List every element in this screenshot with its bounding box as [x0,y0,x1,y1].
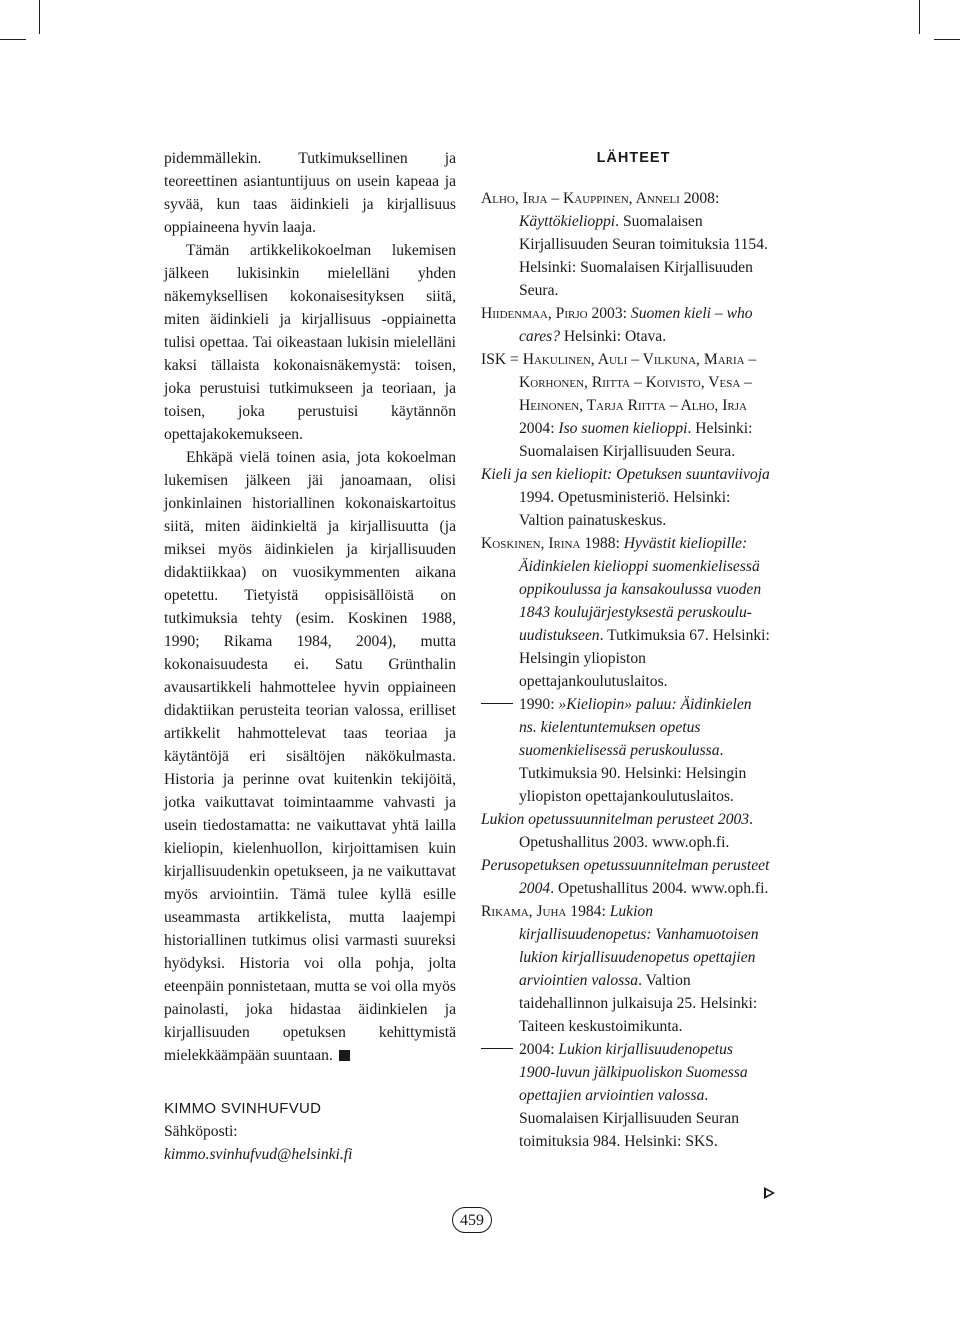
author-email-link[interactable]: kimmo.svinhufvud@helsinki.fi [164,1146,353,1163]
reference-title: Käyttökielioppi [519,213,616,230]
reference-entry [481,900,772,1038]
paragraph-text: Ehkäpä vielä toinen asia, jota kokoelman lukemisen jälkeen jäi janoamaan, olisi jonkinlainen historiallinen kokonaiskartoitus siitä, miten äidinkieltä ja kirjallisuutta (ja miksei myös äidinkielen ja kirjallisuuden didaktiikkaa) on vuosikymmenten aikana opetettu. Tietyistä oppisisällöistä on tutkimuksia tehty (esim. Koskinen 1988, 1990; Rikama 1984, 2004), mutta kokonaisuudesta ei. Satu Grünthalin avausartikkeli hahmottelee hyvin oppiaineen didaktiikan perusteita teorian valossa, erilliset artikkelit hahmottelevat taas teoriaa ja käytäntöjä eri sisältöjen näkökulmasta. Historia ja perinne ovat kuitenkin tekijöitä, jotka vaikuttavat toimintaamme vahvasti ja usein tiedostamatta: ne vaikuttavat yhtä lailla kieliopin, kielenhuollon, kirjoittamisen kuin kirjallisuudenkin opetukseen, ja ne vaikuttavat myös arviointiin. Tämä tulee kyllä esille useammasta artikkelista, mutta laajempi historiallinen tutkimus olisi varmasti suureksi hyödyksi. Historia voi olla pohja, jolta eteenpäin ponnistetaan, mutta se voi olla myös painolasti, joka hidastaa äidinkielen ja kirjallisuuden opetuksen kehittymistä mielekkäämpään suuntaan. [164,449,456,1064]
page-number: 459 [452,1207,492,1233]
reference-entry [481,302,772,348]
reference-author: Koskinen, Irina [481,535,581,552]
crop-mark-top-right-vertical [919,0,920,34]
author-block [164,1097,456,1166]
reference-entry [481,693,772,808]
reference-title: Lukion opetussuunnitelman perusteet 2003 [481,811,750,828]
references-heading: LÄHTEET [596,150,671,166]
reference-detail: 2003: [587,305,631,322]
references-column [481,147,772,1153]
reference-entry [481,463,772,532]
crop-mark-top-left-vertical [39,0,40,34]
reference-detail: . Tutkimuksia 67. Helsinki: Helsingin yliopiston opettajankoulutuslaitos. [519,627,770,690]
reference-entry [481,187,772,302]
reference-detail: 2004: [519,420,559,437]
body-paragraphs [164,147,456,1067]
reference-list [481,187,772,1153]
reference-detail: 2004: [519,1041,559,1058]
body-paragraph [164,147,456,239]
end-of-article-square-icon [339,1050,350,1061]
reference-detail: 1988: [580,535,624,552]
author-name: KIMMO SVINHUFVUD [164,1100,322,1117]
reference-detail: . Opetushallitus 2004. www.oph.fi. [550,880,769,897]
reference-entry [481,348,772,463]
reference-title: Perusopetuksen opetussuunnitelman perusteet 2004 [481,857,770,897]
triangle-right-icon [764,1187,775,1199]
reference-detail: 1994. Opetusministeriö. Helsinki: Valtion painatuskeskus. [519,489,731,529]
crop-mark-top-right-horizontal [934,39,960,40]
reference-detail: ISK = [481,351,523,368]
reference-detail: Helsinki: Otava. [560,328,667,345]
reference-detail: . Tutkimuksia 90. Helsinki: Helsingin yliopiston opettajankoulutuslaitos. [519,742,747,805]
reference-author: Alho, Irja – Kauppinen, Anneli [481,190,680,207]
reference-entry [481,854,772,900]
reference-title: Suomen kieli – who cares? [519,305,753,345]
reference-entry [481,808,772,854]
reference-title: Lukion kirjallisuudenopetus: Vanhamuotoisen lukion kirjallisuudenopetus opettajien arviointien valossa [519,903,759,989]
reference-detail: . Helsinki: Suomalaisen Kirjallisuuden Seura. [519,420,753,460]
email-label: Sähköposti: [164,1123,238,1140]
reference-detail: 1984: [566,903,610,920]
body-text-column [164,147,456,1166]
paragraph-text: Tämän artikkelikokoelman lukemisen jälkeen lukisinkin mielelläni yhden näkemyksellisen kokonaisesityksen siitä, miten äidinkieli ja kirjallisuus -oppiainetta tulisi opettaa. Tai oikeastaan lukisin mielelläni kaksi tällaista kokonaisnäkemystä: toisen, joka perustuisi tutkimukseen ja teoriaan, ja toisen, joka perustuisi käytännön opettajakokemukseen. [164,242,456,443]
body-paragraph [164,239,456,446]
reference-detail: . Suomalaisen Kirjallisuuden Seuran toimituksia 1154. Helsinki: Suomalaisen Kirjallisuuden Seura. [519,213,768,299]
reference-title: Lukion kirjallisuudenopetus 1900-luvun jälkipuoliskon Suomessa opettajien arviointien valossa [519,1041,748,1104]
reference-entry [481,1038,772,1153]
reference-detail: 1990: [519,696,559,713]
reference-detail: . Suomalaisen Kirjallisuuden Seuran toimituksia 984. Helsinki: SKS. [519,1087,740,1150]
reference-detail: . Opetushallitus 2003. www.oph.fi. [519,811,754,851]
reference-detail: . Valtion taidehallinnon julkaisuja 25. Helsinki: Taiteen keskustoimikunta. [519,972,758,1035]
reference-title: Kieli ja sen kieliopit: Opetuksen suuntaviivoja [481,466,770,483]
crop-mark-top-left-horizontal [0,39,26,40]
repeat-author-dash [481,1048,513,1049]
reference-title: Iso suomen kielioppi [558,420,688,437]
reference-entry [481,532,772,693]
paragraph-text: pidemmällekin. Tutkimuksellinen ja teoreettinen asiantuntijuus on usein kapeaa ja syvää, kun taas äidinkieli ja kirjallisuus oppiaineena hyvin laaja. [164,150,456,236]
repeat-author-dash [481,703,513,704]
reference-detail: 2008: [679,190,720,207]
reference-title: Hyvästit kieliopille: Äidinkielen kielioppi suomenkielisessä oppikoulussa ja kansakoulussa vuoden 1843 koulujärjestyksestä peruskoulu-uudistukseen [519,535,762,644]
reference-author: Hakulinen, Auli – Vilkuna, Maria – Korhonen, Riitta – Koivisto, Vesa – Heinonen, Tarja Riitta – Alho, Irja [519,351,757,414]
body-paragraph [164,446,456,1067]
reference-title: »Kieliopin» paluu: Äidinkielen ns. kielentuntemuksen opetus suomenkielisessä peruskoulussa [519,696,752,759]
reference-author: Hiidenmaa, Pirjo [481,305,588,322]
reference-author: Rikama, Juha [481,903,567,920]
